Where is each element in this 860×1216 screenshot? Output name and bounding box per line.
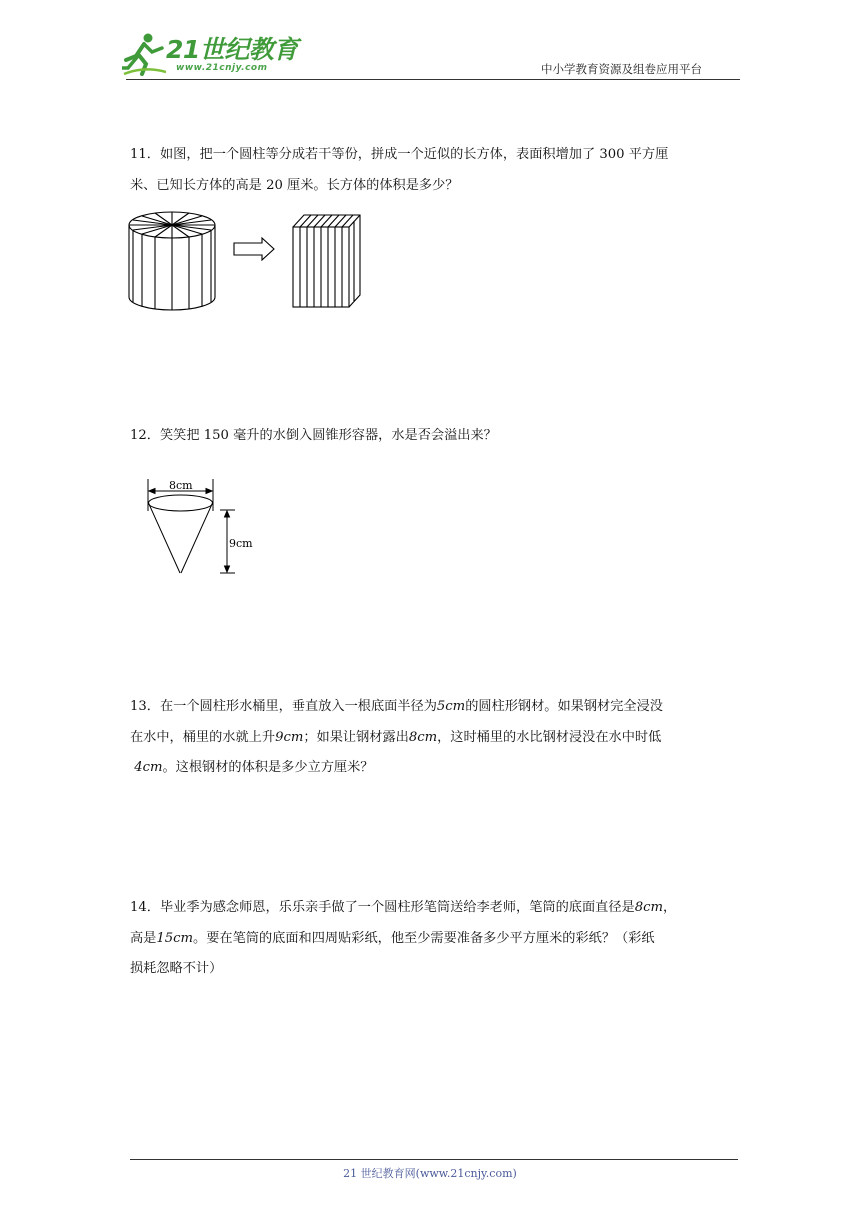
question-11-line-2: 米、已知长方体的高是 20 厘米。长方体的体积是多少？ [130,177,459,193]
cylinder-to-cuboid-figure [128,205,368,315]
question-13-line-2: 在水中，桶里的水就上升9cm；如果让钢材露出8cm，这时桶里的水比钢材浸没在水中时低 [130,729,662,745]
platform-name: 中小学教育资源及组卷应用平台 [541,62,702,76]
site-logo [122,30,297,80]
logo-text: 21世纪教育 [166,35,298,64]
cylinder-shape [129,212,215,310]
question-11 [130,140,668,201]
header-divider [126,79,740,80]
question-12 [130,421,497,452]
question-12-line-1: 12．笑笑把 150 毫升的水倒入圆锥形容器，水是否会溢出来？ [130,428,497,443]
footer-divider [130,1159,738,1160]
question-14-line-3: 损耗忽略不计） [130,961,223,976]
question-13 [130,692,663,784]
question-14-line-1: 14．毕业季为感念师恩，乐乐亲手做了一个圆柱形笔筒送给李老师，笔筒的底面直径是8cm， [130,900,677,915]
cone-diameter-label: 8cm [169,479,193,492]
question-13-line-1: 13．在一个圆柱形水桶里，垂直放入一根底面半径为5cm的圆柱形钢材。如果钢材完全浸没 [130,699,663,714]
footer-link[interactable]: 21 世纪教育网(www.21cnjy.com) [343,1167,517,1180]
cone-height-label: 9cm [229,537,253,550]
running-man-icon [122,30,166,78]
arrow-right-icon [234,238,274,260]
cuboid-shape [293,215,360,307]
question-13-line-3: 4cm。这根钢材的体积是多少立方厘米？ [134,760,374,775]
cone-figure [140,475,270,580]
question-14-line-2: 高是15cm。要在笔筒的底面和四周贴彩纸，他至少需要准备多少平方厘米的彩纸？（彩纸 [130,930,655,946]
logo-url: www.21cnjy.com [176,63,268,73]
question-11-line-1: 11．如图，把一个圆柱等分成若干等份，拼成一个近似的长方体，表面积增加了 300 平方厘 [130,147,669,162]
question-14 [130,893,676,985]
